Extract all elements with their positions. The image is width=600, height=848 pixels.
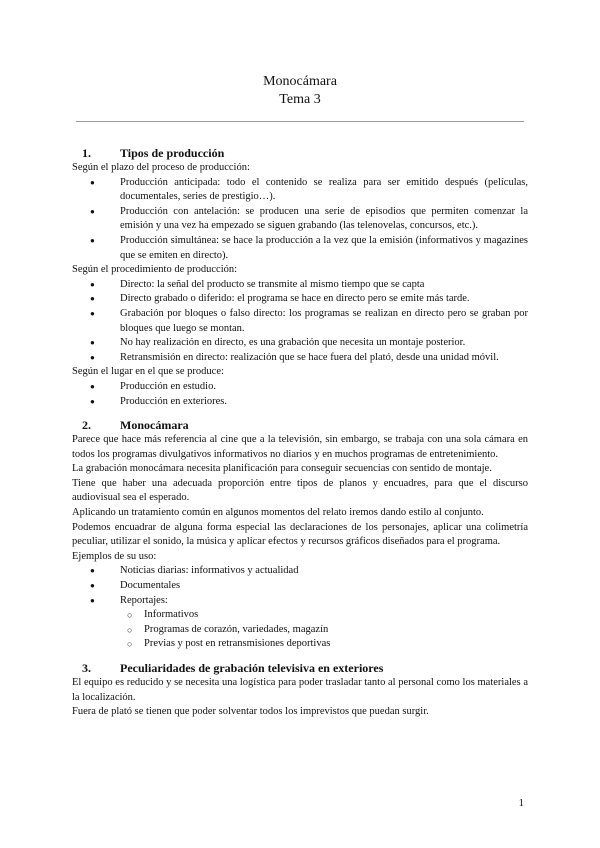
- sub-list-item: ○ Previas y post en retransmisiones deportivas: [72, 637, 528, 652]
- list-item: ● Documentales: [72, 579, 528, 594]
- bullet-list: [72, 278, 528, 366]
- list-item: ● Directo: la señal del producto se transmite al mismo tiempo que se capta: [72, 278, 528, 293]
- document-title: Monocámara: [263, 74, 337, 89]
- page-number: 1: [518, 797, 524, 809]
- list-item: ● Noticias diarias: informativos y actualidad: [72, 564, 528, 579]
- section-heading: [72, 661, 528, 676]
- title-divider: [76, 121, 524, 122]
- document-subtitle: Tema 3: [279, 92, 321, 107]
- section-heading: [72, 146, 528, 161]
- list-item: ● Producción en estudio.: [72, 380, 528, 395]
- bullet-list: [72, 380, 528, 409]
- list-item: ● Directo grabado o diferido: el programa se hace en directo pero se emite más tarde.: [72, 292, 528, 307]
- paragraph: Podemos encuadrar de alguna forma especial las declaraciones de los personajes, aplicar una colimetría peculiar, utilizar el sonido, la música y aplicar efectos y recursos gráficos diseñados para el programa.: [72, 521, 528, 548]
- section-title: Tipos de producción: [120, 146, 225, 160]
- paragraph: La grabación monocámara necesita planificación para conseguir secuencias con sentido de montaje.: [72, 463, 492, 475]
- paragraph: Aplicando un tratamiento común en algunos momentos del relato iremos dando estilo al conjunto.: [72, 507, 484, 519]
- section-heading: [72, 418, 528, 433]
- list-item: ● Producción con antelación: se producen una serie de episodios que permiten comenzar la emisión y una vez ha empezado se siguen grabando (las telenovelas, concursos, etc.).: [72, 205, 528, 234]
- paragraph: Según el lugar en el que se produce:: [72, 366, 224, 378]
- section-number: 2.: [82, 418, 91, 433]
- list-item: ● Grabación por bloques o falso directo: los programas se realizan en directo pero se graban por bloques que luego se montan.: [72, 307, 528, 336]
- paragraph: Según el procedimiento de producción:: [72, 264, 238, 276]
- sub-list-item: ○ Informativos: [72, 608, 528, 623]
- section-number: 1.: [82, 146, 91, 160]
- bullet-list: [72, 564, 528, 608]
- list-item: ● Producción simultánea: se hace la producción a la vez que la emisión (informativos y magazines que se emiten en directo).: [72, 234, 528, 263]
- list-item: ● No hay realización en directo, es una grabación que necesita un montaje posterior.: [72, 336, 528, 351]
- paragraph: Según el plazo del proceso de producción:: [72, 162, 250, 173]
- list-item: ● Reportajes:: [72, 594, 528, 609]
- paragraph: Fuera de plató se tienen que poder solventar todos los imprevistos que puedan surgir.: [72, 706, 429, 718]
- document-body: [72, 146, 528, 720]
- paragraph: Parece que hace más referencia al cine que a la televisión, sin embargo, se trabaja con una sola cámara en todos los programas divulgativos informativos no diarios y en muchos programas de entretenimiento.: [72, 434, 528, 460]
- sub-bullet-list: [72, 608, 528, 652]
- list-item: ● Producción anticipada: todo el contenido se realiza para ser emitido después (películas, documentales, series de prestigio…).: [72, 176, 528, 205]
- section-title: Peculiaridades de grabación televisiva en exteriores: [120, 661, 384, 675]
- list-item: ● Retransmisión en directo: realización que se hace fuera del plató, desde una unidad móvil.: [72, 351, 528, 366]
- paragraph: Ejemplos de su uso:: [72, 550, 157, 562]
- list-item: ● Producción en exteriores.: [72, 395, 528, 410]
- paragraph: Tiene que haber una adecuada proporción entre tipos de planos y encuadres, para que el discurso audiovisual sea el esperado.: [72, 477, 528, 504]
- section-number: 3.: [82, 661, 91, 675]
- paragraph: El equipo es reducido y se necesita una logística para poder trasladar tanto al personal como los materiales a la localización.: [72, 677, 528, 703]
- sub-list-item: ○ Programas de corazón, variedades, magazín: [72, 623, 528, 638]
- section-title: Monocámara: [120, 418, 189, 433]
- bullet-list: [72, 176, 528, 264]
